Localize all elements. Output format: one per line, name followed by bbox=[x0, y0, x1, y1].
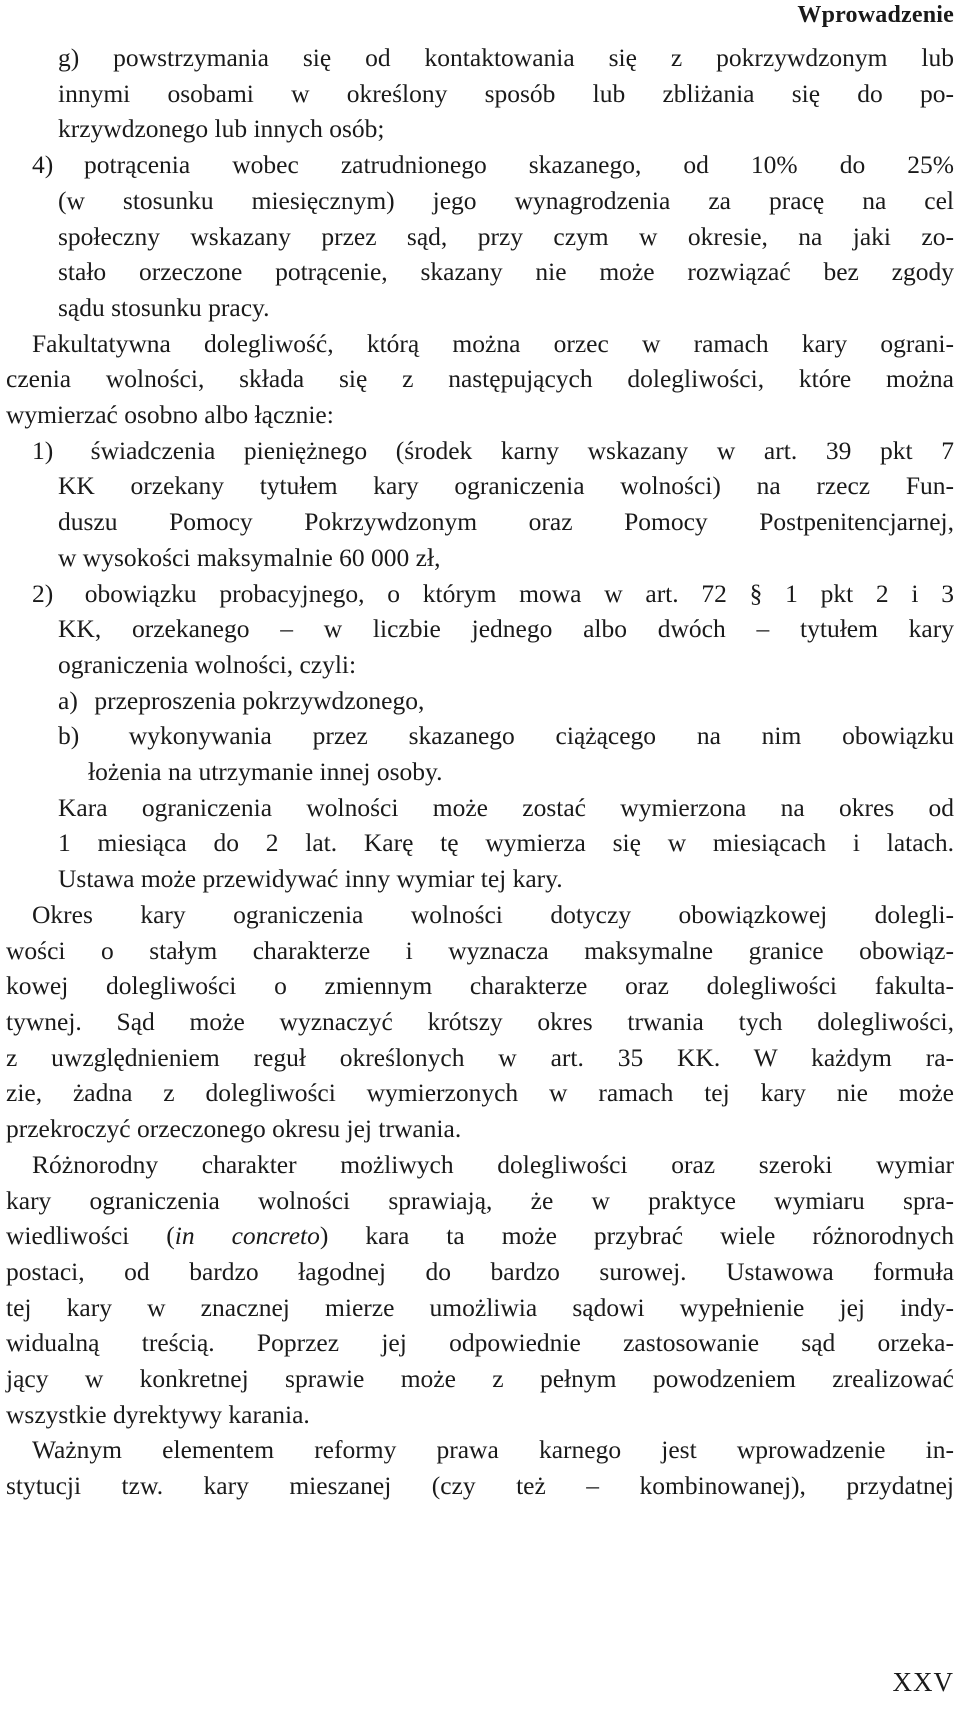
text-line: łożenia na utrzymanie innej osoby. bbox=[88, 757, 443, 787]
text-line: krzywdzonego lub innych osób; bbox=[58, 114, 385, 144]
text-line: świadczenia pieniężnego (środek karny wskazany w art. 39 pkt 7 bbox=[90, 435, 955, 465]
text-line: ograniczenia wolności, czyli: bbox=[58, 649, 357, 679]
text-line: widualną treścią. Poprzez jej odpowiednie zastosowanie sąd orzeka- bbox=[6, 1328, 954, 1358]
paragraph-first-line: Różnorodny charakter możliwych dolegliwości oraz szeroki wymiar bbox=[32, 1149, 954, 1179]
list-item-1 bbox=[6, 433, 954, 469]
text-line: zie, żadna z dolegliwości wymierzonych w ramach tej kary nie może bbox=[6, 1078, 954, 1108]
list-item-b bbox=[6, 718, 954, 754]
text-line: (w stosunku miesięcznym) jego wynagrodzenia za pracę na cel bbox=[58, 185, 954, 215]
running-header: Wprowadzenie bbox=[797, 2, 954, 28]
text-line: g) powstrzymania się od kontaktowania się z pokrzywdzonym lub bbox=[58, 43, 954, 72]
list-marker: b) bbox=[58, 721, 80, 751]
text-line: przeproszenia pokrzywdzonego, bbox=[94, 685, 425, 715]
text-line: stało orzeczone potrącenie, skazany nie może rozwiązać bez zgody bbox=[58, 257, 954, 287]
text-line: 1 miesiąca do 2 lat. Karę tę wymierza się w miesiącach i latach. bbox=[58, 828, 954, 858]
text-line: wszystkie dyrektywy karania. bbox=[6, 1399, 310, 1429]
paragraph-first-line: Fakultatywna dolegliwość, którą można orzec w ramach kary ograni- bbox=[32, 328, 954, 358]
text-line bbox=[6, 1218, 954, 1254]
text-line: tywnej. Sąd może wyznaczyć krótszy okres trwania tych dolegliwości, bbox=[6, 1006, 954, 1036]
text-line: postaci, od bardzo łagodnej do bardzo surowej. Ustawowa formuła bbox=[6, 1256, 954, 1286]
text-line: kowej dolegliwości o zmiennym charakterze oraz dolegliwości fakulta- bbox=[6, 971, 954, 1001]
text-line: społeczny wskazany przez sąd, przy czym w okresie, na jaki zo- bbox=[58, 221, 954, 251]
text-line: potrącenia wobec zatrudnionego skazanego, od 10% do 25% bbox=[84, 150, 954, 180]
text-line: z uwzględnieniem reguł określonych w art. 35 KK. W każdym ra- bbox=[6, 1042, 954, 1072]
text-line: Kara ograniczenia wolności może zostać wymierzona na okres od bbox=[58, 792, 954, 822]
text-line: jący w konkretnej sprawie może z pełnym powodzeniem zrealizować bbox=[6, 1364, 954, 1394]
body-text bbox=[6, 40, 954, 1504]
page-number: XXV bbox=[892, 1667, 954, 1697]
text-line: stytucji tzw. kary mieszanej (czy też – kombinowanej), przydatnej bbox=[6, 1471, 954, 1501]
text-line: kary ograniczenia wolności sprawiają, że w praktyce wymiaru spra- bbox=[6, 1185, 954, 1215]
text-line: sądu stosunku pracy. bbox=[58, 292, 270, 322]
text-run: wiedliwości ( bbox=[6, 1221, 175, 1251]
text-line: wykonywania przez skazanego ciążącego na nim obowiązku bbox=[128, 721, 955, 751]
text-line: czenia wolności, składa się z następujących dolegliwości, które można bbox=[6, 364, 954, 394]
text-line: obowiązku probacyjnego, o którym mowa w art. 72 § 1 pkt 2 i 3 bbox=[84, 578, 954, 608]
list-marker: 2) bbox=[32, 578, 54, 608]
list-item-2 bbox=[6, 576, 954, 612]
text-line: Ustawa może przewidywać inny wymiar tej kary. bbox=[58, 864, 563, 894]
latin-phrase: in concreto bbox=[174, 1221, 320, 1251]
text-line: KK, orzekanego – w liczbie jednego albo dwóch – tytułem kary bbox=[58, 614, 954, 644]
list-marker: 1) bbox=[32, 435, 54, 465]
text-line: przekroczyć orzeczonego okresu jej trwania. bbox=[6, 1114, 462, 1144]
text-line: w wysokości maksymalnie 60 000 zł, bbox=[58, 542, 441, 572]
list-item-a bbox=[6, 683, 954, 719]
text-line: KK orzekany tytułem kary ograniczenia wolności) na rzecz Fun- bbox=[58, 471, 954, 501]
list-marker: a) bbox=[58, 685, 78, 715]
text-line: wymierzać osobno albo łącznie: bbox=[6, 400, 334, 430]
paragraph-first-line: Okres kary ograniczenia wolności dotyczy obowiązkowej dolegli- bbox=[32, 899, 954, 929]
list-item-4 bbox=[6, 147, 954, 183]
text-run: ) kara ta może przybrać wiele różnorodnych bbox=[319, 1221, 954, 1251]
text-line: duszu Pomocy Pokrzywdzonym oraz Pomocy Postpenitencjarnej, bbox=[58, 507, 954, 537]
text-line: tej kary w znacznej mierze umożliwia sądowi wypełnienie jej indy- bbox=[6, 1292, 954, 1322]
text-line: wości o stałym charakterze i wyznacza maksymalne granice obowiąz- bbox=[6, 935, 954, 965]
list-marker: 4) bbox=[32, 150, 54, 180]
paragraph-first-line: Ważnym elementem reformy prawa karnego jest wprowadzenie in- bbox=[32, 1435, 954, 1465]
text-line: innymi osobami w określony sposób lub zbliżania się do po- bbox=[58, 78, 954, 108]
